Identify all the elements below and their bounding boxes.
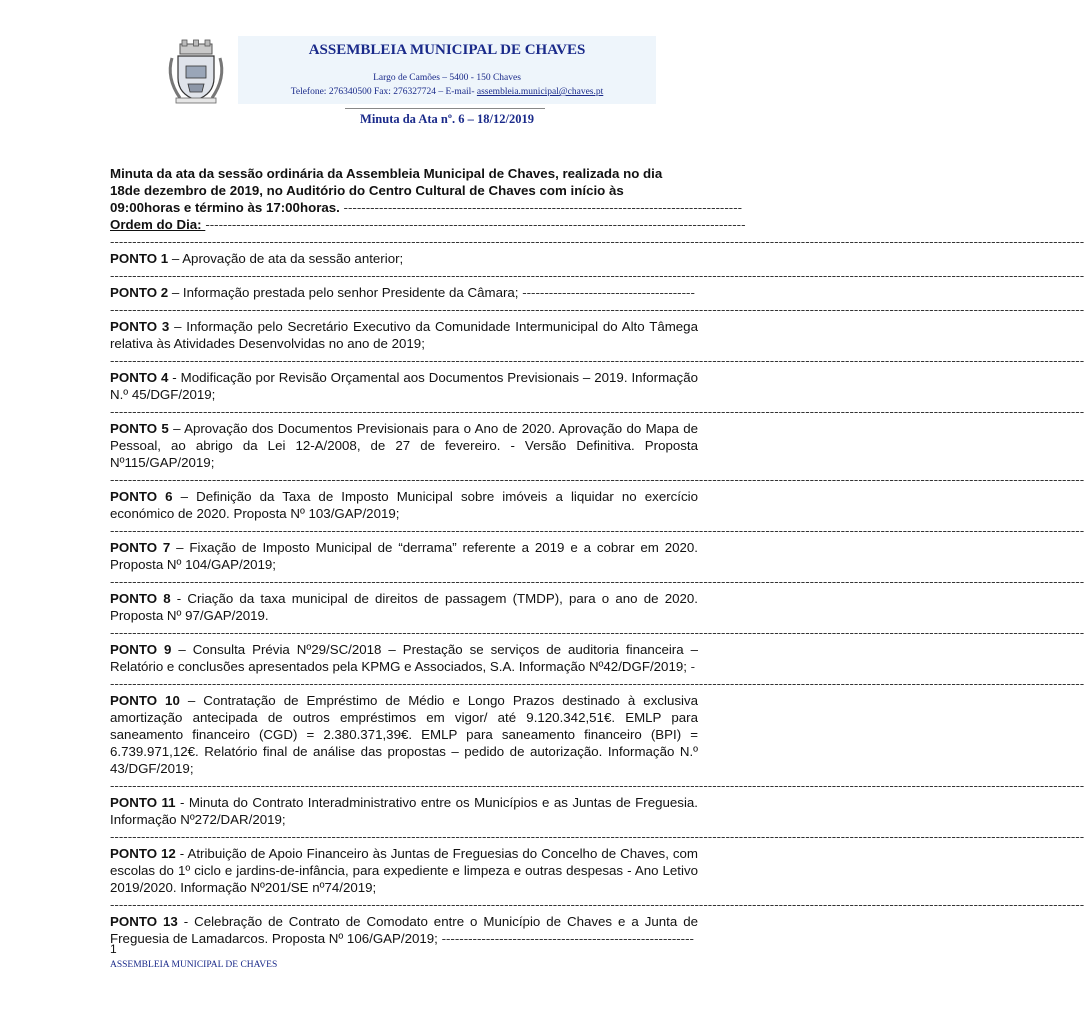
agenda-item-label: PONTO 4 (110, 370, 169, 385)
header-email-link[interactable]: assembleia.municipal@chaves.pt (476, 87, 604, 97)
separator-line: ---------------------------------------------------------------------------------------------------------------------------------------------------------------------------------------------------------------------------- (110, 829, 1084, 844)
header-divider (345, 108, 545, 109)
agenda-item-text: – Informação pelo Secretário Executivo da Comunidade Intermunicipal do Alto Tâmega relativa às Atividades Desenvolvidas no ano de 2019; (110, 319, 698, 351)
separator-line: ---------------------------------------------------------------------------------------------------------------------------------------------------------------------------------------------------------------------------- (110, 574, 1084, 589)
agenda-item-text: – Aprovação dos Documentos Previsionais para o Ano de 2020. Aprovação do Mapa de Pessoal, ao abrigo da Lei 12-A/2008, de 27 de fevereiro. - Versão Definitiva. Proposta Nº115/GAP/2019; (110, 421, 698, 470)
agenda-item-label: PONTO 12 (110, 846, 176, 861)
agenda-item (110, 250, 698, 267)
agenda-item (110, 539, 698, 573)
agenda-item-text: – Consulta Prévia Nº29/SC/2018 – Prestação se serviços de auditoria financeira – Relatório e conclusões apresentados pela KPMG e Associados, S.A. Informação Nº42/DGF/2019; (110, 642, 698, 674)
header-title: ASSEMBLEIA MUNICIPAL DE CHAVES (308, 42, 586, 58)
agenda-item-label: PONTO 9 (110, 642, 172, 657)
agenda-item-label: PONTO 13 (110, 914, 178, 929)
intro-line-3-text: 09:00horas e término às 17:00horas. (110, 200, 340, 215)
separator-line: ---------------------------------------------------------------------------------------------------------------------------------------------------------------------------------------------------------------------------- (110, 897, 1084, 912)
agenda-item (110, 318, 698, 352)
separator-line: ---------------------------------------------------------------------------------------------------------------------------------------------------------------------------------------------------------------------------- (110, 404, 1084, 419)
agenda-item-label: PONTO 8 (110, 591, 171, 606)
agenda-item-label: PONTO 6 (110, 489, 173, 504)
page-number: 1 (110, 942, 117, 956)
agenda-item-text: – Fixação de Imposto Municipal de “derrama” referente a 2019 e a cobrar em 2020. Proposta Nº 104/GAP/2019; (110, 540, 698, 572)
agenda-item-text: – Aprovação de ata da sessão anterior; (168, 251, 404, 266)
minuta-title: Minuta da Ata nº. 6 – 18/12/2019 (360, 112, 534, 126)
agenda-item-label: PONTO 10 (110, 693, 180, 708)
agenda-item (110, 641, 698, 675)
agenda-item-text: – Informação prestada pelo senhor Presidente da Câmara; (168, 285, 523, 300)
agenda-item (110, 284, 698, 301)
agenda-item-label: PONTO 7 (110, 540, 171, 555)
ordem-do-dia: Ordem do Dia: -------------------------------------------------------------------------------------------------------------------------- (110, 217, 746, 232)
agenda-item-dashes: --------------------------------------------------------- (441, 931, 694, 946)
separator-line: ---------------------------------------------------------------------------------------------------------------------------------------------------------------------------------------------------------------------------- (110, 778, 1084, 793)
separator-line: ---------------------------------------------------------------------------------------------------------------------------------------------------------------------------------------------------------------------------- (110, 625, 1084, 640)
intro-line-2: 18de dezembro de 2019, no Auditório do Centro Cultural de Chaves com início às (110, 183, 624, 198)
agenda-item-label: PONTO 2 (110, 285, 169, 300)
separator-line: ---------------------------------------------------------------------------------------------------------------------------------------------------------------------------------------------------------------------------- (110, 353, 1084, 368)
agenda-item-text: - Atribuição de Apoio Financeiro às Juntas de Freguesias do Concelho de Chaves, com escolas do 1º ciclo e jardins-de-infância, para expediente e limpeza e outras despesas - Ano Letivo 2019/2020. Informação Nº201/SE nº74/2019; (110, 846, 698, 895)
agenda-item-text: – Contratação de Empréstimo de Médio e Longo Prazos destinado à exclusiva amortização antecipada de outros empréstimos em vigor/ até 9.120.342,51€. EMLP para saneamento financeiro (CGD) = 2.380.371,39€. EMLP para saneamento financeiro (BPI) = 6.739.971,12€. Relatório final de análise das propostas – pedido de autorização. Informação N.º 43/DGF/2019; (110, 693, 698, 776)
agenda-item-dashes: - (690, 659, 696, 674)
header-contact (238, 87, 656, 97)
separator-line: ---------------------------------------------------------------------------------------------------------------------------------------------------------------------------------------------------------------------------- (110, 302, 1084, 317)
agenda-item-label: PONTO 3 (110, 319, 170, 334)
agenda-item-text: - Minuta do Contrato Interadministrativo entre os Municípios e as Juntas de Freguesia. Informação Nº272/DAR/2019; (110, 795, 698, 827)
agenda-item-label: PONTO 5 (110, 421, 169, 436)
agenda-item (110, 794, 698, 828)
document-body (110, 165, 1084, 947)
agenda-item (110, 488, 698, 522)
agenda-item-text: - Criação da taxa municipal de direitos de passagem (TMDP), para o ano de 2020. Proposta Nº 97/GAP/2019. (110, 591, 698, 623)
agenda-item-label: PONTO 11 (110, 795, 176, 810)
separator-line: ---------------------------------------------------------------------------------------------------------------------------------------------------------------------------------------------------------------------------- (110, 268, 1084, 283)
ordem-do-dia-label: Ordem do Dia: (110, 217, 206, 232)
agenda-item (110, 420, 698, 471)
agenda-item (110, 845, 698, 896)
footer-text: ASSEMBLEIA MUNICIPAL DE CHAVES (110, 960, 278, 970)
agenda-item (110, 369, 698, 403)
agenda-item-label: PONTO 1 (110, 251, 169, 266)
agenda-item (110, 590, 698, 624)
intro-line-3: 09:00horas e término às 17:00horas. ------------------------------------------------------------------------------------------ (110, 200, 743, 215)
agenda-item (110, 692, 698, 777)
separator-line: ---------------------------------------------------------------------------------------------------------------------------------------------------------------------------------------------------------------------------- (110, 523, 1084, 538)
agenda-item (110, 913, 698, 947)
separator-line: ---------------------------------------------------------------------------------------------------------------------------------------------------------------------------------------------------------------------------- (110, 472, 1084, 487)
municipal-crest-icon (166, 40, 226, 104)
agenda-list (110, 233, 1084, 947)
intro-line-1: Minuta da ata da sessão ordinária da Assembleia Municipal de Chaves, realizada no dia (110, 166, 663, 181)
agenda-item-text: - Modificação por Revisão Orçamental aos Documentos Previsionais – 2019. Informação N.º 45/DGF/2019; (110, 370, 698, 402)
agenda-item-text: – Definição da Taxa de Imposto Municipal sobre imóveis a liquidar no exercício económico de 2020. Proposta Nº 103/GAP/2019; (110, 489, 698, 521)
agenda-item-text: - Celebração de Contrato de Comodato entre o Município de Chaves e a Junta de Freguesia de Lamadarcos. Proposta Nº 106/GAP/2019; (110, 914, 698, 946)
header-address: Largo de Camões – 5400 - 150 Chaves (373, 73, 521, 83)
separator-line: ---------------------------------------------------------------------------------------------------------------------------------------------------------------------------------------------------------------------------- (110, 234, 1084, 249)
separator-line: ---------------------------------------------------------------------------------------------------------------------------------------------------------------------------------------------------------------------------- (110, 676, 1084, 691)
agenda-item-dashes: --------------------------------------- (522, 285, 695, 300)
header-contact-prefix: Telefone: 276340500 Fax: 276327724 – E-mail- (290, 87, 477, 97)
